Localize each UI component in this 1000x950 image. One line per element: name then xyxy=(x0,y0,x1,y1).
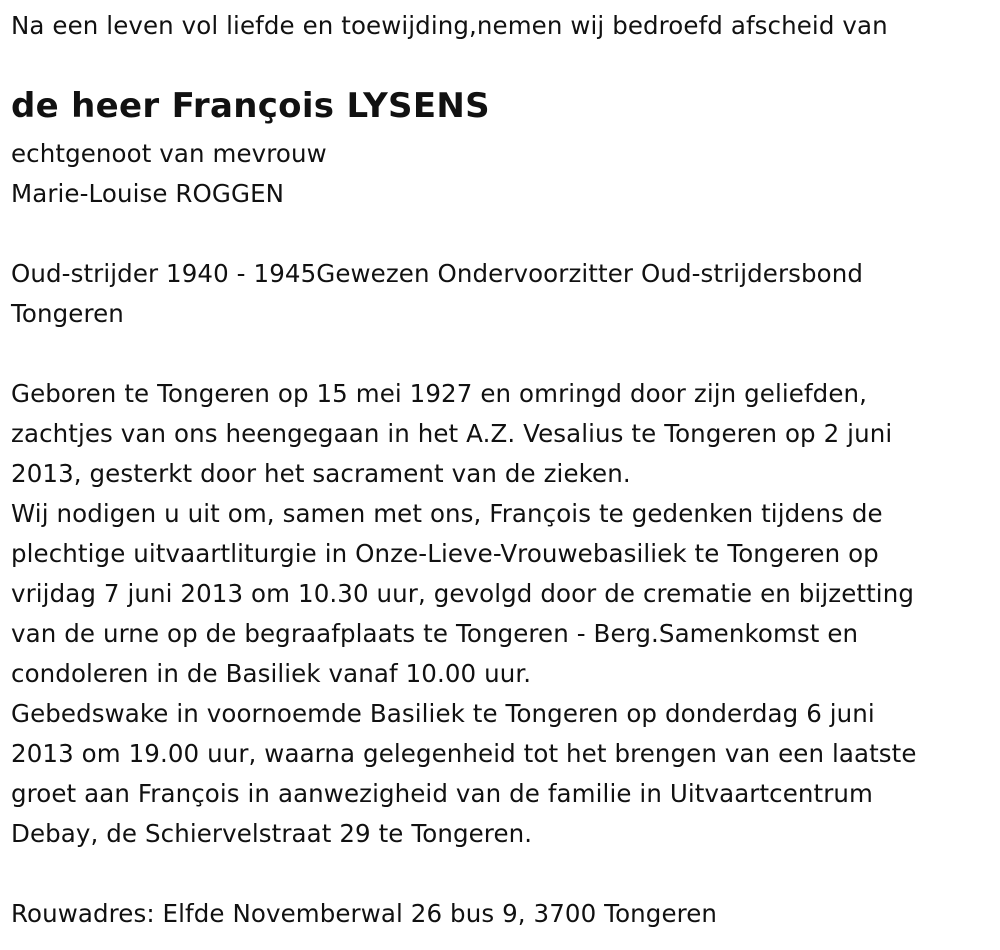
intro-text: Na een leven vol liefde en toewijding,nemen wij bedroefd afscheid van xyxy=(11,11,888,40)
announcement-body xyxy=(11,374,917,854)
body-line: 2013 om 19.00 uur, waarna gelegenheid tot het brengen van een laatste xyxy=(11,739,917,768)
spouse-line: Marie-Louise ROGGEN xyxy=(11,179,285,208)
spouse-line: echtgenoot van mevrouw xyxy=(11,139,327,168)
body-line: 2013, gesterkt door het sacrament van de zieken. xyxy=(11,459,631,488)
service-line: Oud-strijder 1940 - 1945Gewezen Ondervoorzitter Oud-strijdersbond xyxy=(11,259,864,288)
service-block xyxy=(11,254,863,334)
body-line: Gebedswake in voornoemde Basiliek te Tongeren op donderdag 6 juni xyxy=(11,699,875,728)
mourning-address: Rouwadres: Elfde Novemberwal 26 bus 9, 3700 Tongeren xyxy=(11,899,718,928)
body-line: plechtige uitvaartliturgie in Onze-Lieve-Vrouwebasiliek te Tongeren op xyxy=(11,539,879,568)
body-line: Geboren te Tongeren op 15 mei 1927 en omringd door zijn geliefden, xyxy=(11,379,868,408)
spouse-block xyxy=(11,134,327,214)
body-line: Wij nodigen u uit om, samen met ons, François te gedenken tijdens de xyxy=(11,499,883,528)
body-line: vrijdag 7 juni 2013 om 10.30 uur, gevolgd door de crematie en bijzetting xyxy=(11,579,914,608)
body-line: condoleren in de Basiliek vanaf 10.00 uur. xyxy=(11,659,532,688)
deceased-name: de heer François LYSENS xyxy=(11,86,490,126)
service-line: Tongeren xyxy=(11,299,124,328)
body-line: zachtjes van ons heengegaan in het A.Z. Vesalius te Tongeren op 2 juni xyxy=(11,419,893,448)
body-line: Debay, de Schiervelstraat 29 te Tongeren. xyxy=(11,819,533,848)
body-line: groet aan François in aanwezigheid van de familie in Uitvaartcentrum xyxy=(11,779,874,808)
body-line: van de urne op de begraafplaats te Tongeren - Berg.Samenkomst en xyxy=(11,619,859,648)
